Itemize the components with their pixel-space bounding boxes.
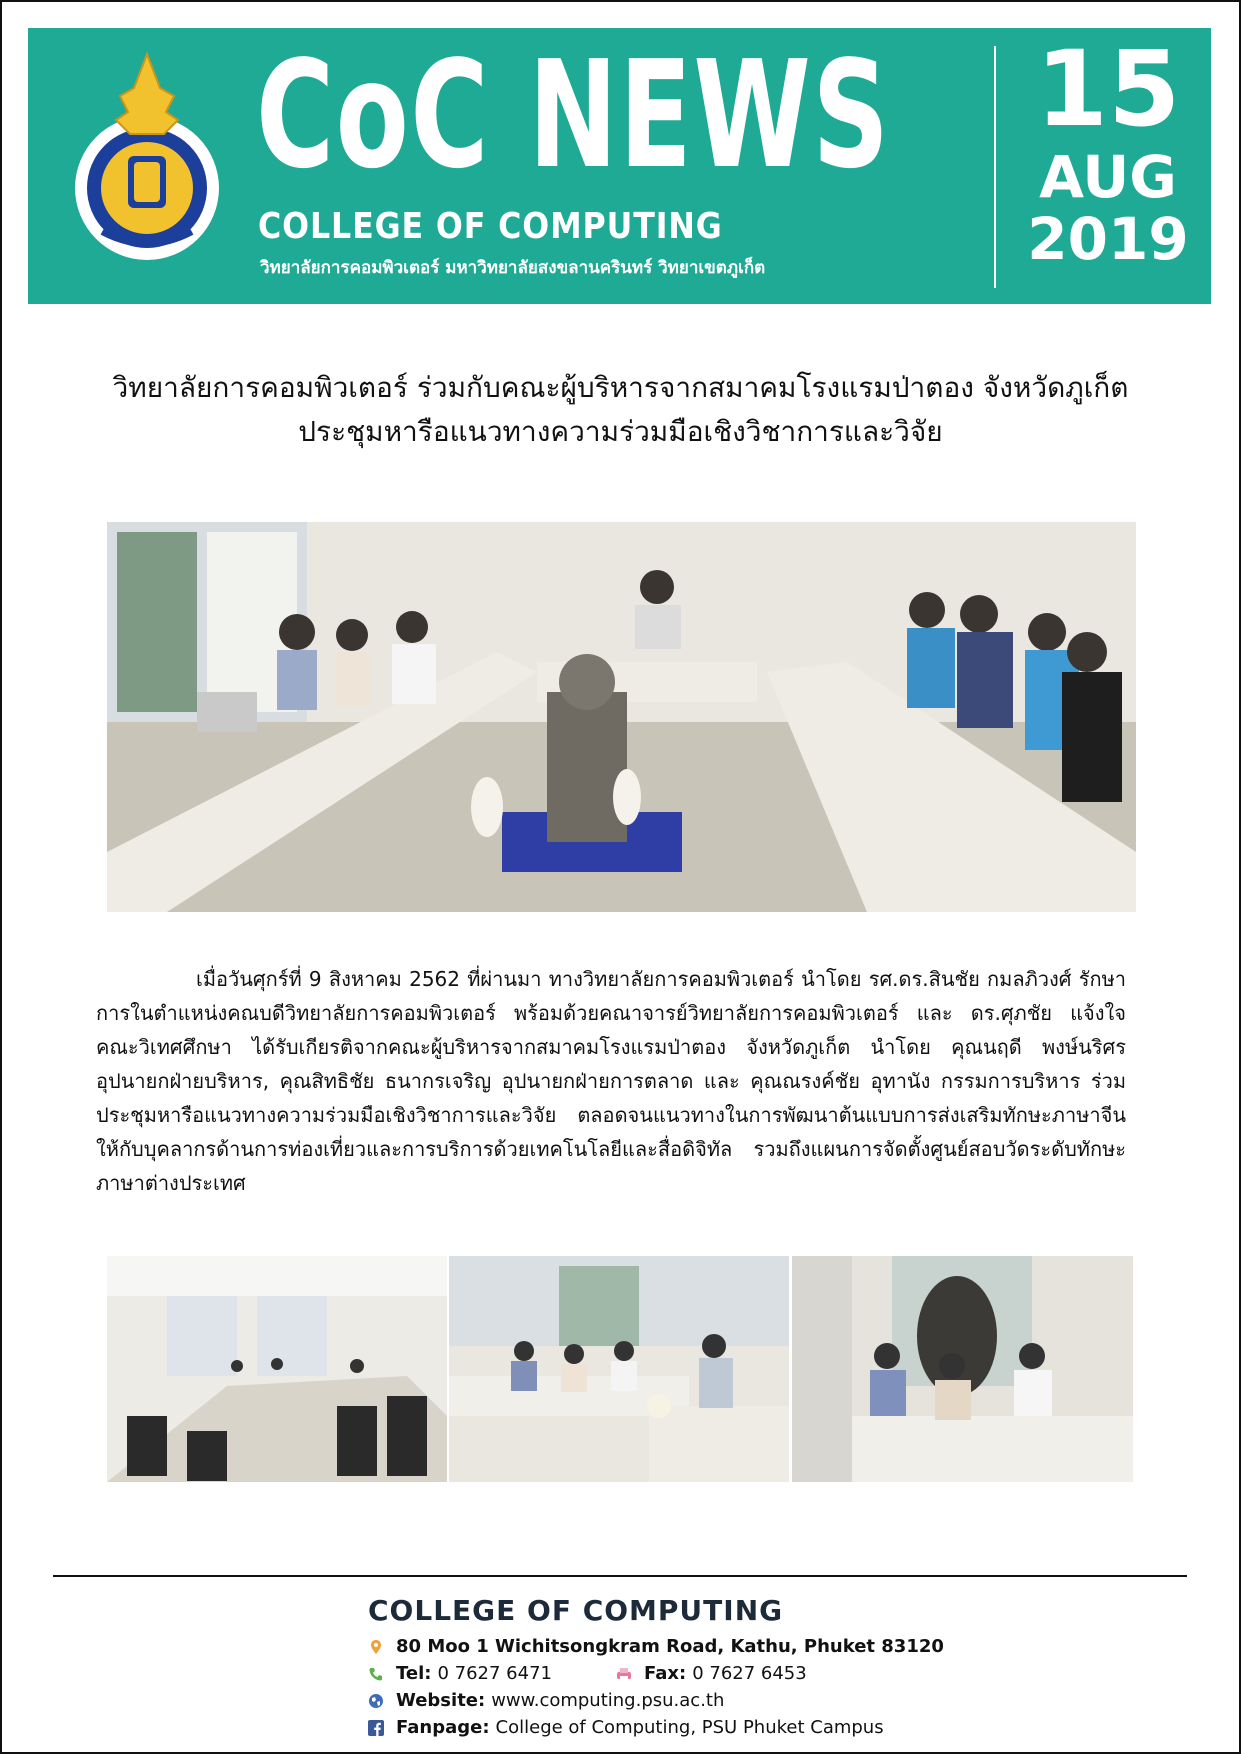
footer-title: COLLEGE OF COMPUTING bbox=[368, 1594, 784, 1627]
footer-address: 80 Moo 1 Wichitsongkram Road, Kathu, Phuket 83120 bbox=[396, 1636, 944, 1657]
issue-date-day: 15 bbox=[1035, 28, 1181, 150]
article-body: เมื่อวันศุกร์ที่ 9 สิงหาคม 2562 ที่ผ่านมา ทางวิทยาลัยการคอมพิวเตอร์ นำโดย รศ.ดร.สินชัย กมลภิวงศ์ รักษาการในตำแหน่งคณบดีวิทยาลัยการคอมพิวเตอร์ พร้อมด้วยคณาจารย์วิทยาลัยการคอมพิวเตอร์ และ ดร.ศุภชัย แจ้งใจ คณะวิเทศศึกษา ได้รับเกียรติจากคณะผู้บริหารจากสมาคมโรงแรมป่าตอง จังหวัดภูเก็ต นำโดย คุณนฤดี พงษ์นริศร อุปนายกฝ่ายบริหาร, คุณสิทธิชัย ธนากรเจริญ อุปนายกฝ่ายการตลาด และ คุณณรงค์ชัย อุทานัง กรรมการบริหาร ร่วมประชุมหารือแนวทางความร่วมมือเชิงวิชาการและวิจัย ตลอดจนแนวทางในการพัฒนาต้นแบบการส่งเสริมทักษะภาษาจีนให้กับบุคลากรด้านการท่องเที่ยวและการบริการด้วยเทคโนโลยีและสื่อดิจิทัล รวมถึงแผนการจัดตั้งศูนย์สอบวัดระดับทักษะภาษาต่างประเทศ bbox=[96, 967, 1126, 1195]
fanpage-link[interactable]: College of Computing, PSU Phuket Campus bbox=[495, 1717, 884, 1738]
globe-icon bbox=[368, 1693, 384, 1709]
footer-address-row bbox=[368, 1633, 1188, 1660]
location-pin-icon bbox=[368, 1639, 384, 1655]
newsletter-title: CoC NEWS bbox=[256, 29, 891, 201]
footer-divider bbox=[53, 1575, 1187, 1577]
website-label: Website: bbox=[396, 1690, 486, 1711]
footer-phone-row bbox=[368, 1660, 1188, 1687]
gallery-photo-overview bbox=[107, 1256, 447, 1482]
headline-line-2: ประชุมหารือแนวทางความร่วมมือเชิงวิชาการและวิจัย bbox=[298, 415, 943, 448]
fanpage-label: Fanpage: bbox=[396, 1717, 490, 1738]
header-divider bbox=[994, 46, 996, 288]
headline-line-1: วิทยาลัยการคอมพิวเตอร์ ร่วมกับคณะผู้บริหารจากสมาคมโรงแรมป่าตอง จังหวัดภูเก็ต bbox=[112, 371, 1129, 404]
newsletter-subtitle: COLLEGE OF COMPUTING bbox=[258, 206, 723, 247]
facebook-icon bbox=[368, 1720, 384, 1736]
footer-website-row bbox=[368, 1687, 1188, 1714]
footer-fanpage-row bbox=[368, 1714, 1188, 1741]
psu-logo bbox=[62, 48, 232, 268]
website-link[interactable]: www.computing.psu.ac.th bbox=[491, 1690, 725, 1711]
issue-date-year: 2019 bbox=[1027, 205, 1189, 273]
phone-icon bbox=[368, 1666, 384, 1682]
gallery-photo-table bbox=[449, 1256, 789, 1482]
tel-number[interactable]: 0 7627 6471 bbox=[437, 1663, 552, 1684]
article-headline bbox=[60, 366, 1181, 454]
issue-date-month: AUG bbox=[1039, 143, 1177, 211]
header-banner bbox=[28, 28, 1211, 304]
tel-label: Tel: bbox=[396, 1663, 432, 1684]
footer-contact bbox=[368, 1594, 1188, 1741]
newsletter-subtitle-thai: วิทยาลัยการคอมพิวเตอร์ มหาวิทยาลัยสงขลานครินทร์ วิทยาเขตภูเก็ต bbox=[260, 258, 766, 278]
main-meeting-photo bbox=[107, 522, 1136, 912]
fax-label: Fax: bbox=[643, 1663, 687, 1684]
fax-number: 0 7627 6453 bbox=[692, 1663, 807, 1684]
fax-icon bbox=[616, 1666, 632, 1682]
gallery-photo-hosts bbox=[792, 1256, 1133, 1482]
